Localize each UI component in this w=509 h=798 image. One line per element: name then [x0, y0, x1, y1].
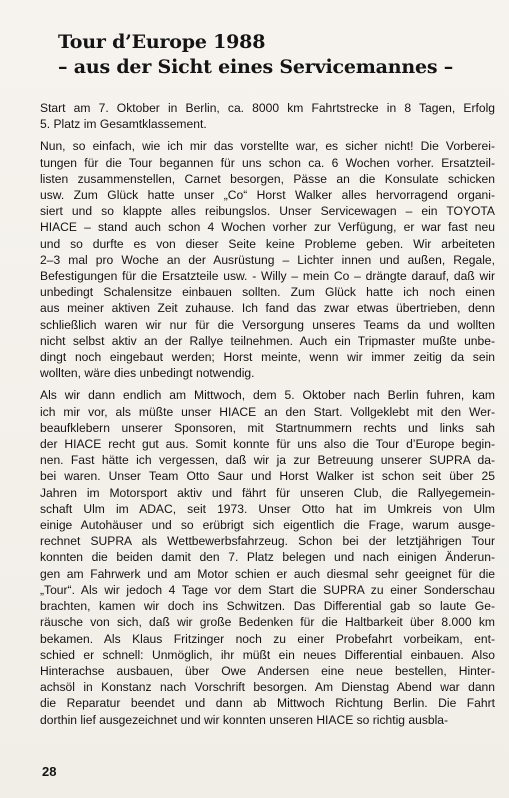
text-line: wollten, wäre dies unbedingt notwendig.: [40, 366, 255, 381]
text-line: unbedingt Schalensitze einbauen sollten. Zum Glück hatte ich noch einen: [40, 285, 495, 300]
title-line-2: – aus der Sicht eines Servicemannes –: [58, 56, 454, 78]
text-line: 5. Platz im Gesamtklassement.: [40, 117, 207, 132]
text-line: Nun, so einfach, wie ich mir das vorstellte war, es sicher nicht! Die Vorberei-: [40, 139, 495, 154]
text-line: Jahren im Motorsport aktiv und fährt für unseren Club, die Rallyegemein-: [40, 485, 495, 500]
text-line: der HIACE recht gut aus. Somit konnte für uns also die Tour d’Europe begin-: [40, 437, 495, 452]
text-line: nicht selbst aktiv an der Rallye teilnehmen. Auch ein Tripmaster mußte unbe-: [40, 333, 495, 348]
text-line: Hinterachse ausbauen, über Owe Andersen eine neue bestellen, Hinter-: [40, 663, 495, 678]
paragraph: [40, 387, 495, 727]
text-line: gen am Fahrwerk und am Motor schien er auch diesmal sehr geeignet für die: [40, 566, 495, 581]
text-line: brachten, kamen wir doch ins Schwitzen. Das Differential gab so laute Ge-: [40, 599, 495, 614]
title-line-1: Tour d’Europe 1988: [58, 31, 266, 53]
text-line: beaufklebern unserer Sponsoren, mit Startnummern rechts und links sah: [40, 420, 495, 435]
text-line: bekamen. Als Klaus Fritzinger noch zu einer Probefahrt vorbeikam, ent-: [40, 631, 495, 646]
text-line: konnten die beiden damit den 7. Platz belegen und nach einigen Änderun-: [40, 550, 495, 565]
page-number: 28: [42, 764, 57, 779]
text-line: einige Autohäuser und so erübrigt sich eigentlich die Frage, warum ausge-: [40, 518, 495, 533]
text-line: dingt noch eingebaut werden; Horst meinte, wenn wir immer zeitig da sein: [40, 350, 495, 365]
text-line: listen zusammenstellen, Carnet besorgen, Pässe an die Konsulate schicken: [40, 171, 495, 186]
text-line: HIACE – stand auch schon 4 Wochen vorher zur Verfügung, er war fast neu: [40, 220, 495, 235]
text-line: nen. Fast hätte ich vergessen, daß wir ja zur Betreuung unserer SUPRA da-: [40, 453, 495, 468]
text-line: schied er schnell: Unmöglich, ihr müßt ein neues Differential einbauen. Also: [40, 647, 495, 662]
paragraph: [40, 100, 495, 132]
article-title: [58, 30, 453, 80]
text-line: dorthin lief ausgezeichnet und wir konnten unseren HIACE so richtig ausbla-: [40, 712, 449, 727]
text-line: achsöl in Konstanz nach Vorschrift besorgen. Am Dienstag Abend war dann: [40, 680, 495, 695]
text-line: 2–3 mal pro Woche an der Ausrüstung – Lichter innen und außen, Regale,: [40, 252, 495, 267]
text-line: Als wir dann endlich am Mittwoch, dem 5. Oktober nach Berlin fuhren, kam: [40, 388, 495, 403]
text-line: schließlich waren wir nur für die Versorgung unseres Teams da und wollten: [40, 317, 495, 332]
text-line: Start am 7. Oktober in Berlin, ca. 8000 km Fahrtstrecke in 8 Tagen, Erfolg: [40, 101, 495, 115]
text-line: Befestigungen für die Ersatzteile usw. - Willy – mein Co – drängte darauf, daß wir: [40, 269, 495, 284]
text-line: usw. Zum Glück hatte unser „Co“ Horst Walker alles hervorragend organi-: [40, 188, 495, 203]
text-line: bei waren. Unser Team Otto Saur und Horst Walker ist schon seit über 25: [40, 469, 495, 484]
text-line: die Reparatur beendet und dann ab Mittwoch Richtung Berlin. Die Fahrt: [40, 696, 495, 711]
article-body: [40, 100, 495, 734]
text-line: rechnet SUPRA als Wettbewerbsfahrzeug. Schon bei der letztjährigen Tour: [40, 534, 495, 549]
paragraph: [40, 138, 495, 381]
text-line: siert und so klappte alles reibungslos. Unser Servicewagen – ein TOYOTA: [40, 204, 495, 219]
text-line: aus meiner aktiven Zeit zuhause. Ich fand das zwar etwas übertrieben, denn: [40, 301, 495, 316]
text-line: räusche von sich, daß wir große Bedenken für die Haltbarkeit über 8.000 km: [40, 615, 495, 630]
text-line: schaft Ulm im ADAC, seit 1973. Unser Otto hat im Umkreis von Ulm: [40, 501, 495, 516]
text-line: tungen für die Tour begannen für uns schon ca. 6 Wochen vorher. Ersatzteil-: [40, 155, 495, 170]
text-line: ich mir vor, als müßte unser HIACE an den Start. Vollgeklebt mit den Wer-: [40, 404, 495, 419]
text-line: „Tour“. Als wir jedoch 4 Tage vor dem Start die SUPRA zu einer Sonderschau: [40, 582, 495, 597]
text-line: und so durfte es von dieser Seite keine Probleme geben. Wir arbeiteten: [40, 236, 495, 251]
